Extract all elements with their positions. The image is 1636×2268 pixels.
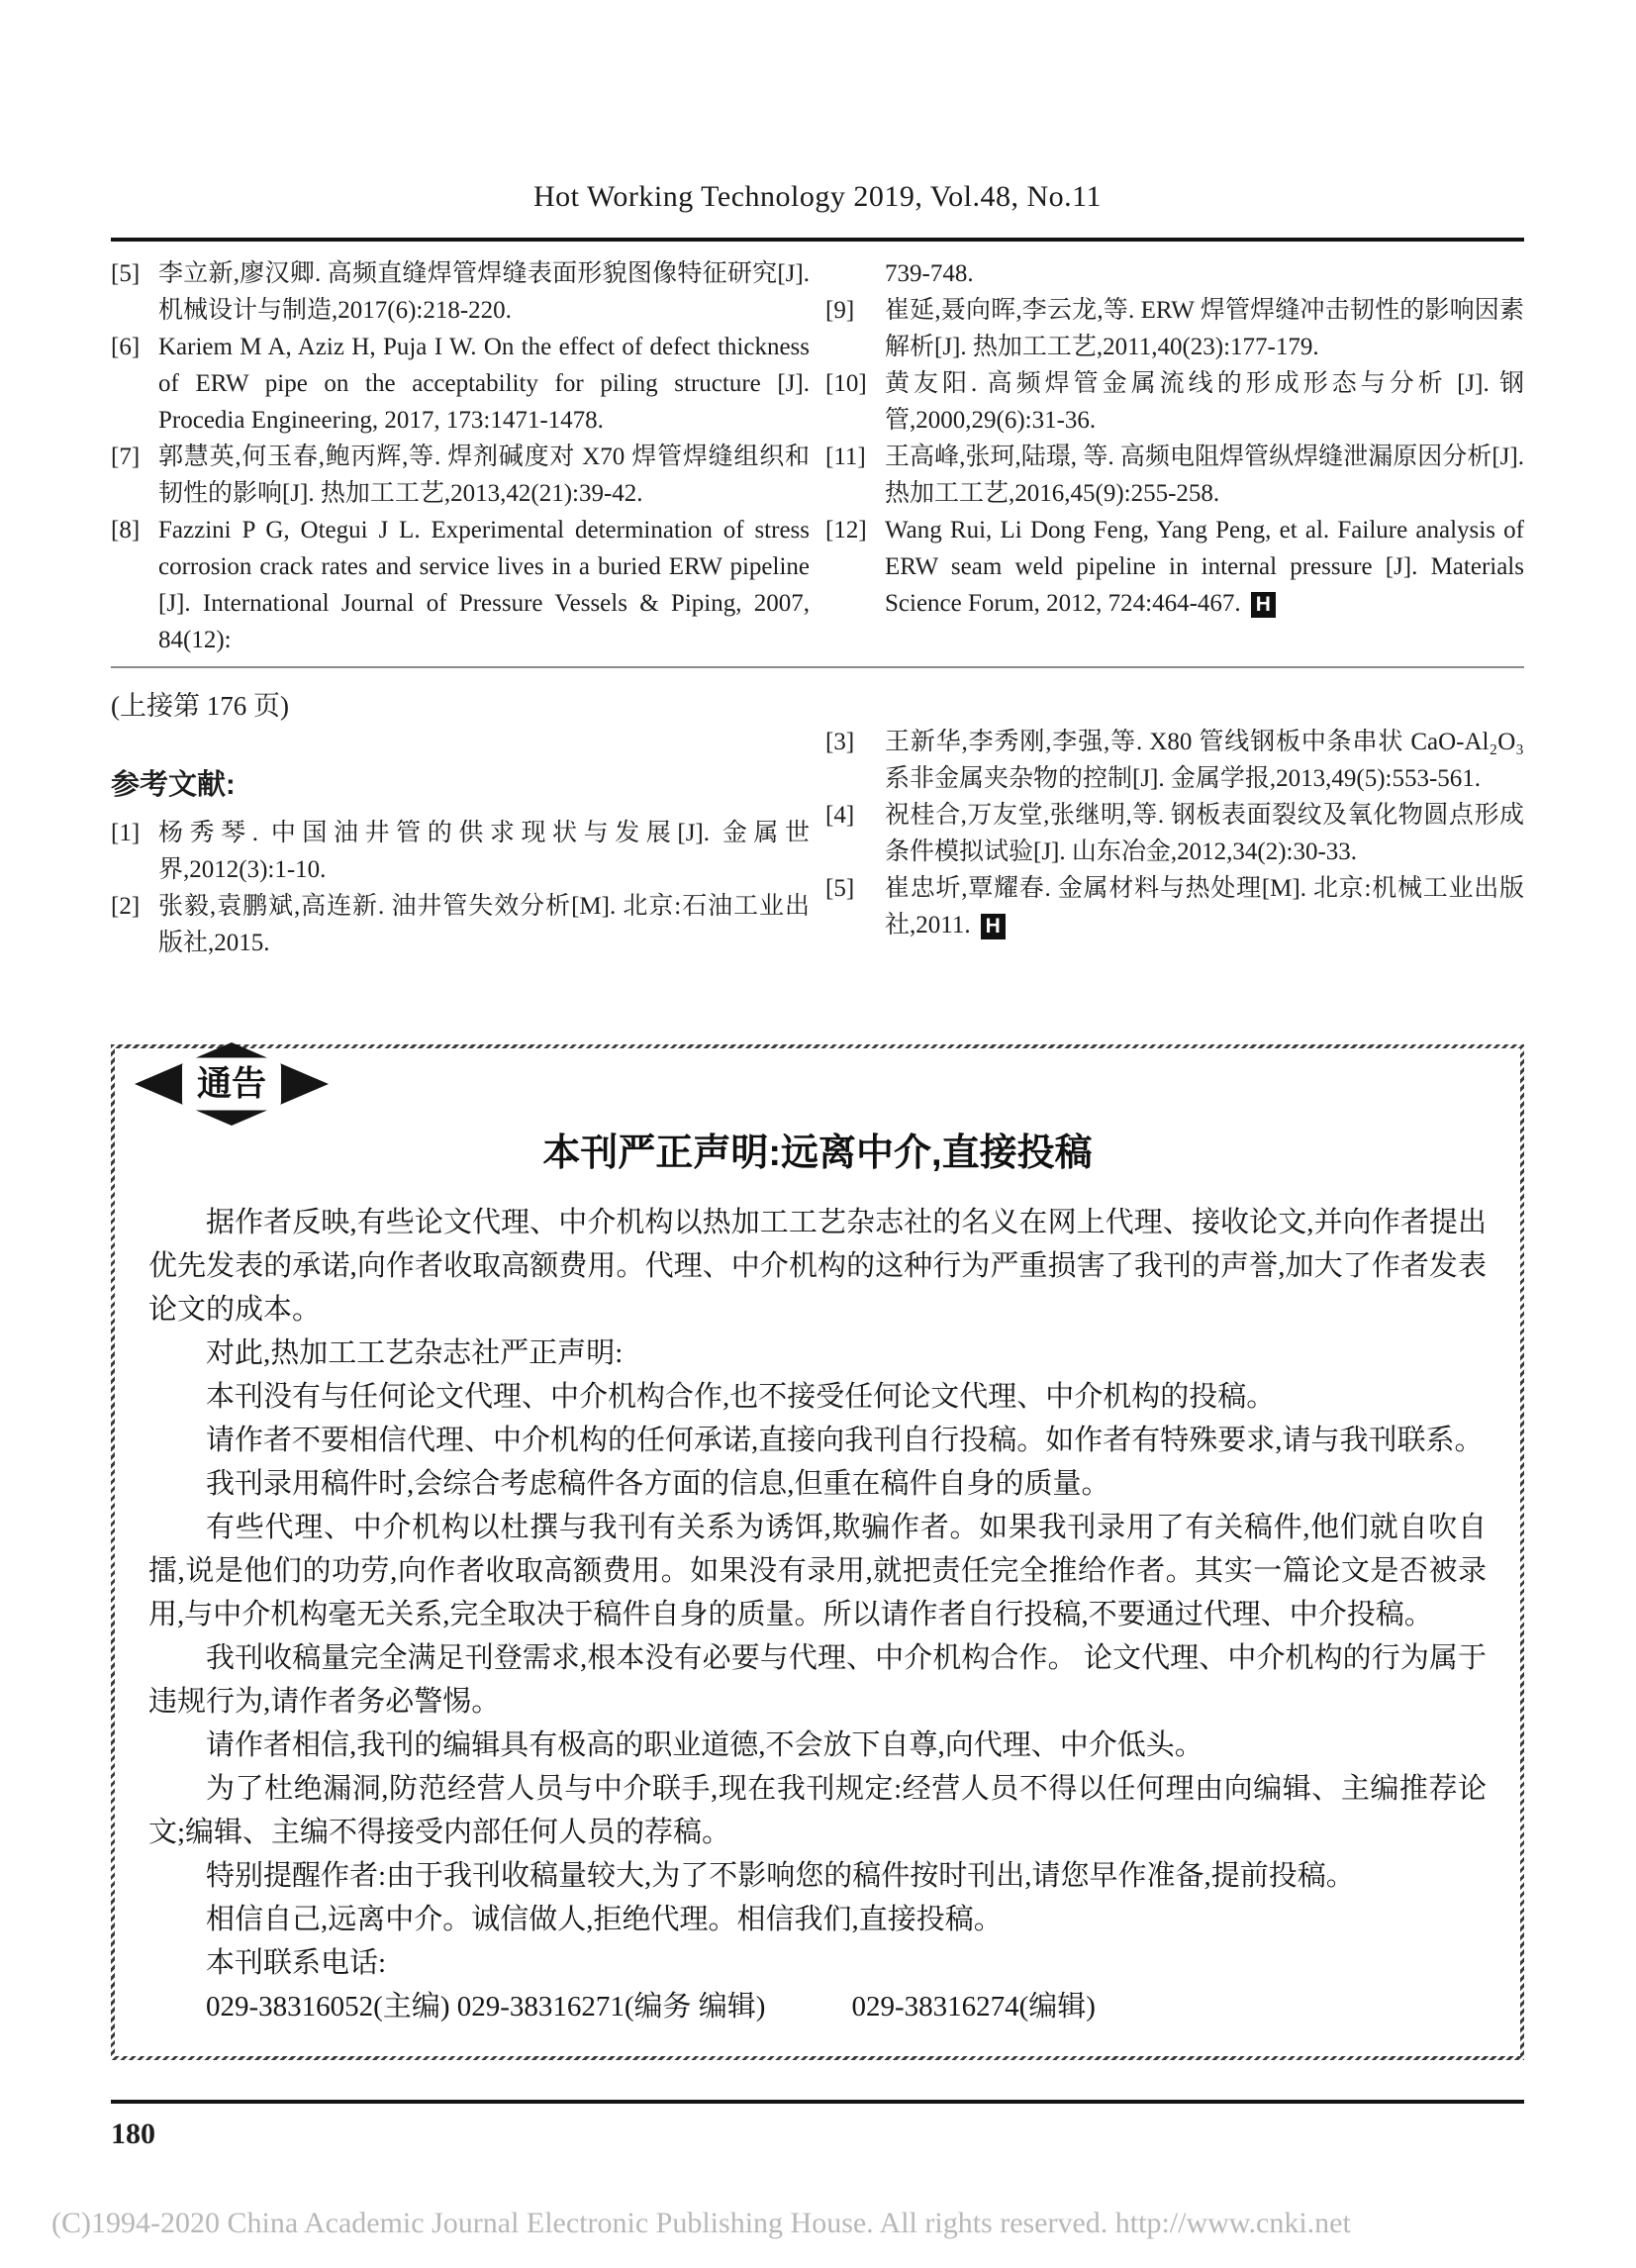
notice-paragraph: 有些代理、中介机构以杜撰与我刊有关系为诱饵,欺骗作者。如果我刊录用了有关稿件,他们就自吹自擂,说是他们的功劳,向作者收取高额费用。如果没有录用,就把责任完全推给作者。其实一篇论文是否被录用,与中介机构毫无关系,完全取决于稿件自身的质量。所以请作者自行投稿,不要通过代理、中介投稿。 — [148, 1512, 1487, 1630]
reference-marker: [2] — [111, 893, 141, 920]
reference-item — [825, 724, 1524, 797]
reference-item — [111, 888, 810, 961]
reference-text: 杨秀琴. 中国油井管的供求现状与发展[J]. 金属世界,2012(3):1-10. — [158, 820, 810, 883]
notice-paragraph: 对此,热加工工艺杂志社严正声明: — [206, 1337, 624, 1369]
references-heading: 参考文献: — [111, 769, 236, 801]
end-of-article-icon: H — [1251, 592, 1276, 618]
reference-item — [111, 439, 810, 512]
footer-rule — [111, 2100, 1524, 2104]
reference-text: 李立新,廖汉卿. 高频直缝焊管焊缝表面形貌图像特征研究[J]. 机械设计与制造,2017(6):218-220. — [158, 260, 810, 324]
reference-item — [111, 329, 810, 439]
reference-text: 王新华,李秀刚,李强,等. X80 管线钢板中条串状 CaO-Al₂O₃ 系非金属夹杂物的控制[J]. 金属学报,2013,49(5):553-561. — [885, 729, 1524, 792]
reference-marker: [9] — [825, 297, 855, 324]
notice-box — [111, 1044, 1524, 2060]
notice-paragraph: 请作者不要相信代理、中介机构的任何承诺,直接向我刊自行投稿。如作者有特殊要求,请与我刊联系。 — [206, 1425, 1484, 1456]
continued-from-note: (上接第 176 页) — [111, 691, 289, 721]
reference-marker: [8] — [111, 517, 141, 543]
notice-body — [148, 1201, 1487, 2028]
reference-marker: [11] — [825, 444, 866, 470]
reference-text: 张毅,袁鹏斌,高连新. 油井管失效分析[M]. 北京:石油工业出版社,2015. — [158, 893, 810, 956]
reference-marker — [825, 255, 885, 292]
reference-marker: [5] — [111, 260, 141, 287]
references-bottom-right — [825, 688, 1524, 961]
header-rule — [111, 238, 1524, 242]
reference-marker: [6] — [111, 334, 141, 360]
references-bottom — [111, 688, 1524, 961]
reference-text: 郭慧英,何玉春,鲍丙辉,等. 焊剂碱度对 X70 焊管焊缝组织和韧性的影响[J]. 热加工工艺,2013,42(21):39-42. — [158, 444, 810, 507]
notice-paragraph: 我刊录用稿件时,会综合考虑稿件各方面的信息,但重在稿件自身的质量。 — [206, 1468, 1110, 1500]
reference-item — [111, 255, 810, 329]
references-bottom-left — [111, 688, 810, 961]
reference-item — [825, 439, 1524, 512]
notice-badge — [135, 1042, 329, 1126]
references-top — [111, 255, 1524, 658]
reference-text: 祝桂合,万友堂,张继明,等. 钢板表面裂纹及氧化物圆点形成条件模拟试验[J]. 山东冶金,2012,34(2):30-33. — [885, 802, 1524, 865]
reference-item — [825, 797, 1524, 870]
reference-text — [885, 870, 1524, 943]
notice-paragraph: 我刊收稿量完全满足刊登需求,根本没有必要与代理、中介机构合作。 论文代理、中介机构的行为属于违规行为,请作者务必警惕。 — [148, 1642, 1487, 1718]
reference-item — [825, 255, 1524, 292]
journal-title: Hot Working Technology 2019, Vol.48, No.11 — [533, 180, 1102, 213]
reference-marker: [10] — [825, 370, 867, 397]
reference-item — [825, 870, 1524, 943]
reference-item — [111, 512, 810, 658]
references-top-left — [111, 255, 810, 658]
notice-title: 本刊严正声明:远离中介,直接投稿 — [542, 1133, 1093, 1174]
notice-paragraph: 据作者反映,有些论文代理、中介机构以热加工工艺杂志社的名义在网上代理、接收论文,并向作者提出优先发表的承诺,向作者收取高额费用。代理、中介机构的这种行为严重损害了我刊的声誉,加大了作者发表论文的成本。 — [148, 1207, 1487, 1326]
page-number: 180 — [111, 2118, 155, 2150]
notice-paragraph: 029-38316052(主编) 029-38316271(编务 编辑) 029-38316274(编辑) — [206, 1991, 1096, 2022]
reference-text: 王高峰,张珂,陆璟, 等. 高频电阻焊管纵焊缝泄漏原因分析[J]. 热加工工艺,2016,45(9):255-258. — [885, 444, 1524, 507]
reference-marker: [12] — [825, 517, 867, 543]
copyright-watermark: (C)1994-2020 China Academic Journal Electronic Publishing House. All rights reserved. http://www.cnki.net — [51, 2207, 1351, 2239]
reference-text: 黄友阳. 高频焊管金属流线的形成形态与分析 [J]. 钢管,2000,29(6):31-36. — [885, 370, 1524, 434]
end-of-article-icon: H — [981, 914, 1006, 939]
section-divider-rule — [111, 666, 1524, 668]
reference-marker: [5] — [825, 875, 855, 902]
reference-marker: [1] — [111, 820, 141, 846]
references-top-right — [825, 255, 1524, 658]
reference-item — [825, 292, 1524, 365]
reference-item — [111, 815, 810, 888]
reference-text-body: 崔忠圻,覃耀春. 金属材料与热处理[M]. 北京:机械工业出版社,2011. — [885, 875, 1524, 938]
reference-item — [825, 365, 1524, 439]
notice-paragraph: 请作者相信,我刊的编辑具有极高的职业道德,不会放下自尊,向代理、中介低头。 — [206, 1729, 1203, 1761]
reference-text: Kariem M A, Aziz H, Puja I W. On the effect of defect thickness of ERW pipe on the acceptability for piling structure [J]. Procedia Engineering, 2017, 173:1471-1478. — [158, 334, 810, 434]
notice-badge-label: 通告 — [182, 1058, 281, 1111]
notice-paragraph: 相信自己,远离中介。诚信做人,拒绝代理。相信我们,直接投稿。 — [206, 1904, 1003, 1935]
reference-marker: [4] — [825, 802, 855, 829]
reference-marker: [3] — [825, 729, 855, 755]
reference-text: 739-748. — [885, 260, 974, 287]
reference-text: 崔延,聂向晖,李云龙,等. ERW 焊管焊缝冲击韧性的影响因素解析[J]. 热加工工艺,2011,40(23):177-179. — [885, 297, 1524, 360]
reference-text: Fazzini P G, Otegui J L. Experimental determination of stress corrosion crack rates and service lives in a buried ERW pipeline [J]. International Journal of Pressure Vessels & Piping, 2007, 84(12): — [158, 517, 810, 653]
notice-paragraph: 为了杜绝漏洞,防范经营人员与中介联手,现在我刊规定:经营人员不得以任何理由向编辑、主编推荐论文;编辑、主编不得接受内部任何人员的荐稿。 — [148, 1773, 1487, 1848]
reference-marker: [7] — [111, 444, 141, 470]
notice-paragraph: 特别提醒作者:由于我刊收稿量较大,为了不影响您的稿件按时刊出,请您早作准备,提前投稿。 — [206, 1860, 1355, 1892]
notice-paragraph: 本刊联系电话: — [206, 1947, 387, 1979]
notice-paragraph: 本刊没有与任何论文代理、中介机构合作,也不接受任何论文代理、中介机构的投稿。 — [206, 1381, 1276, 1413]
reference-text-body: Wang Rui, Li Dong Feng, Yang Peng, et al. Failure analysis of ERW seam weld pipeline in internal pressure [J]. Materials Science Forum, 2012, 724:464-467. — [885, 517, 1524, 617]
reference-item — [825, 512, 1524, 622]
reference-text — [885, 512, 1524, 622]
